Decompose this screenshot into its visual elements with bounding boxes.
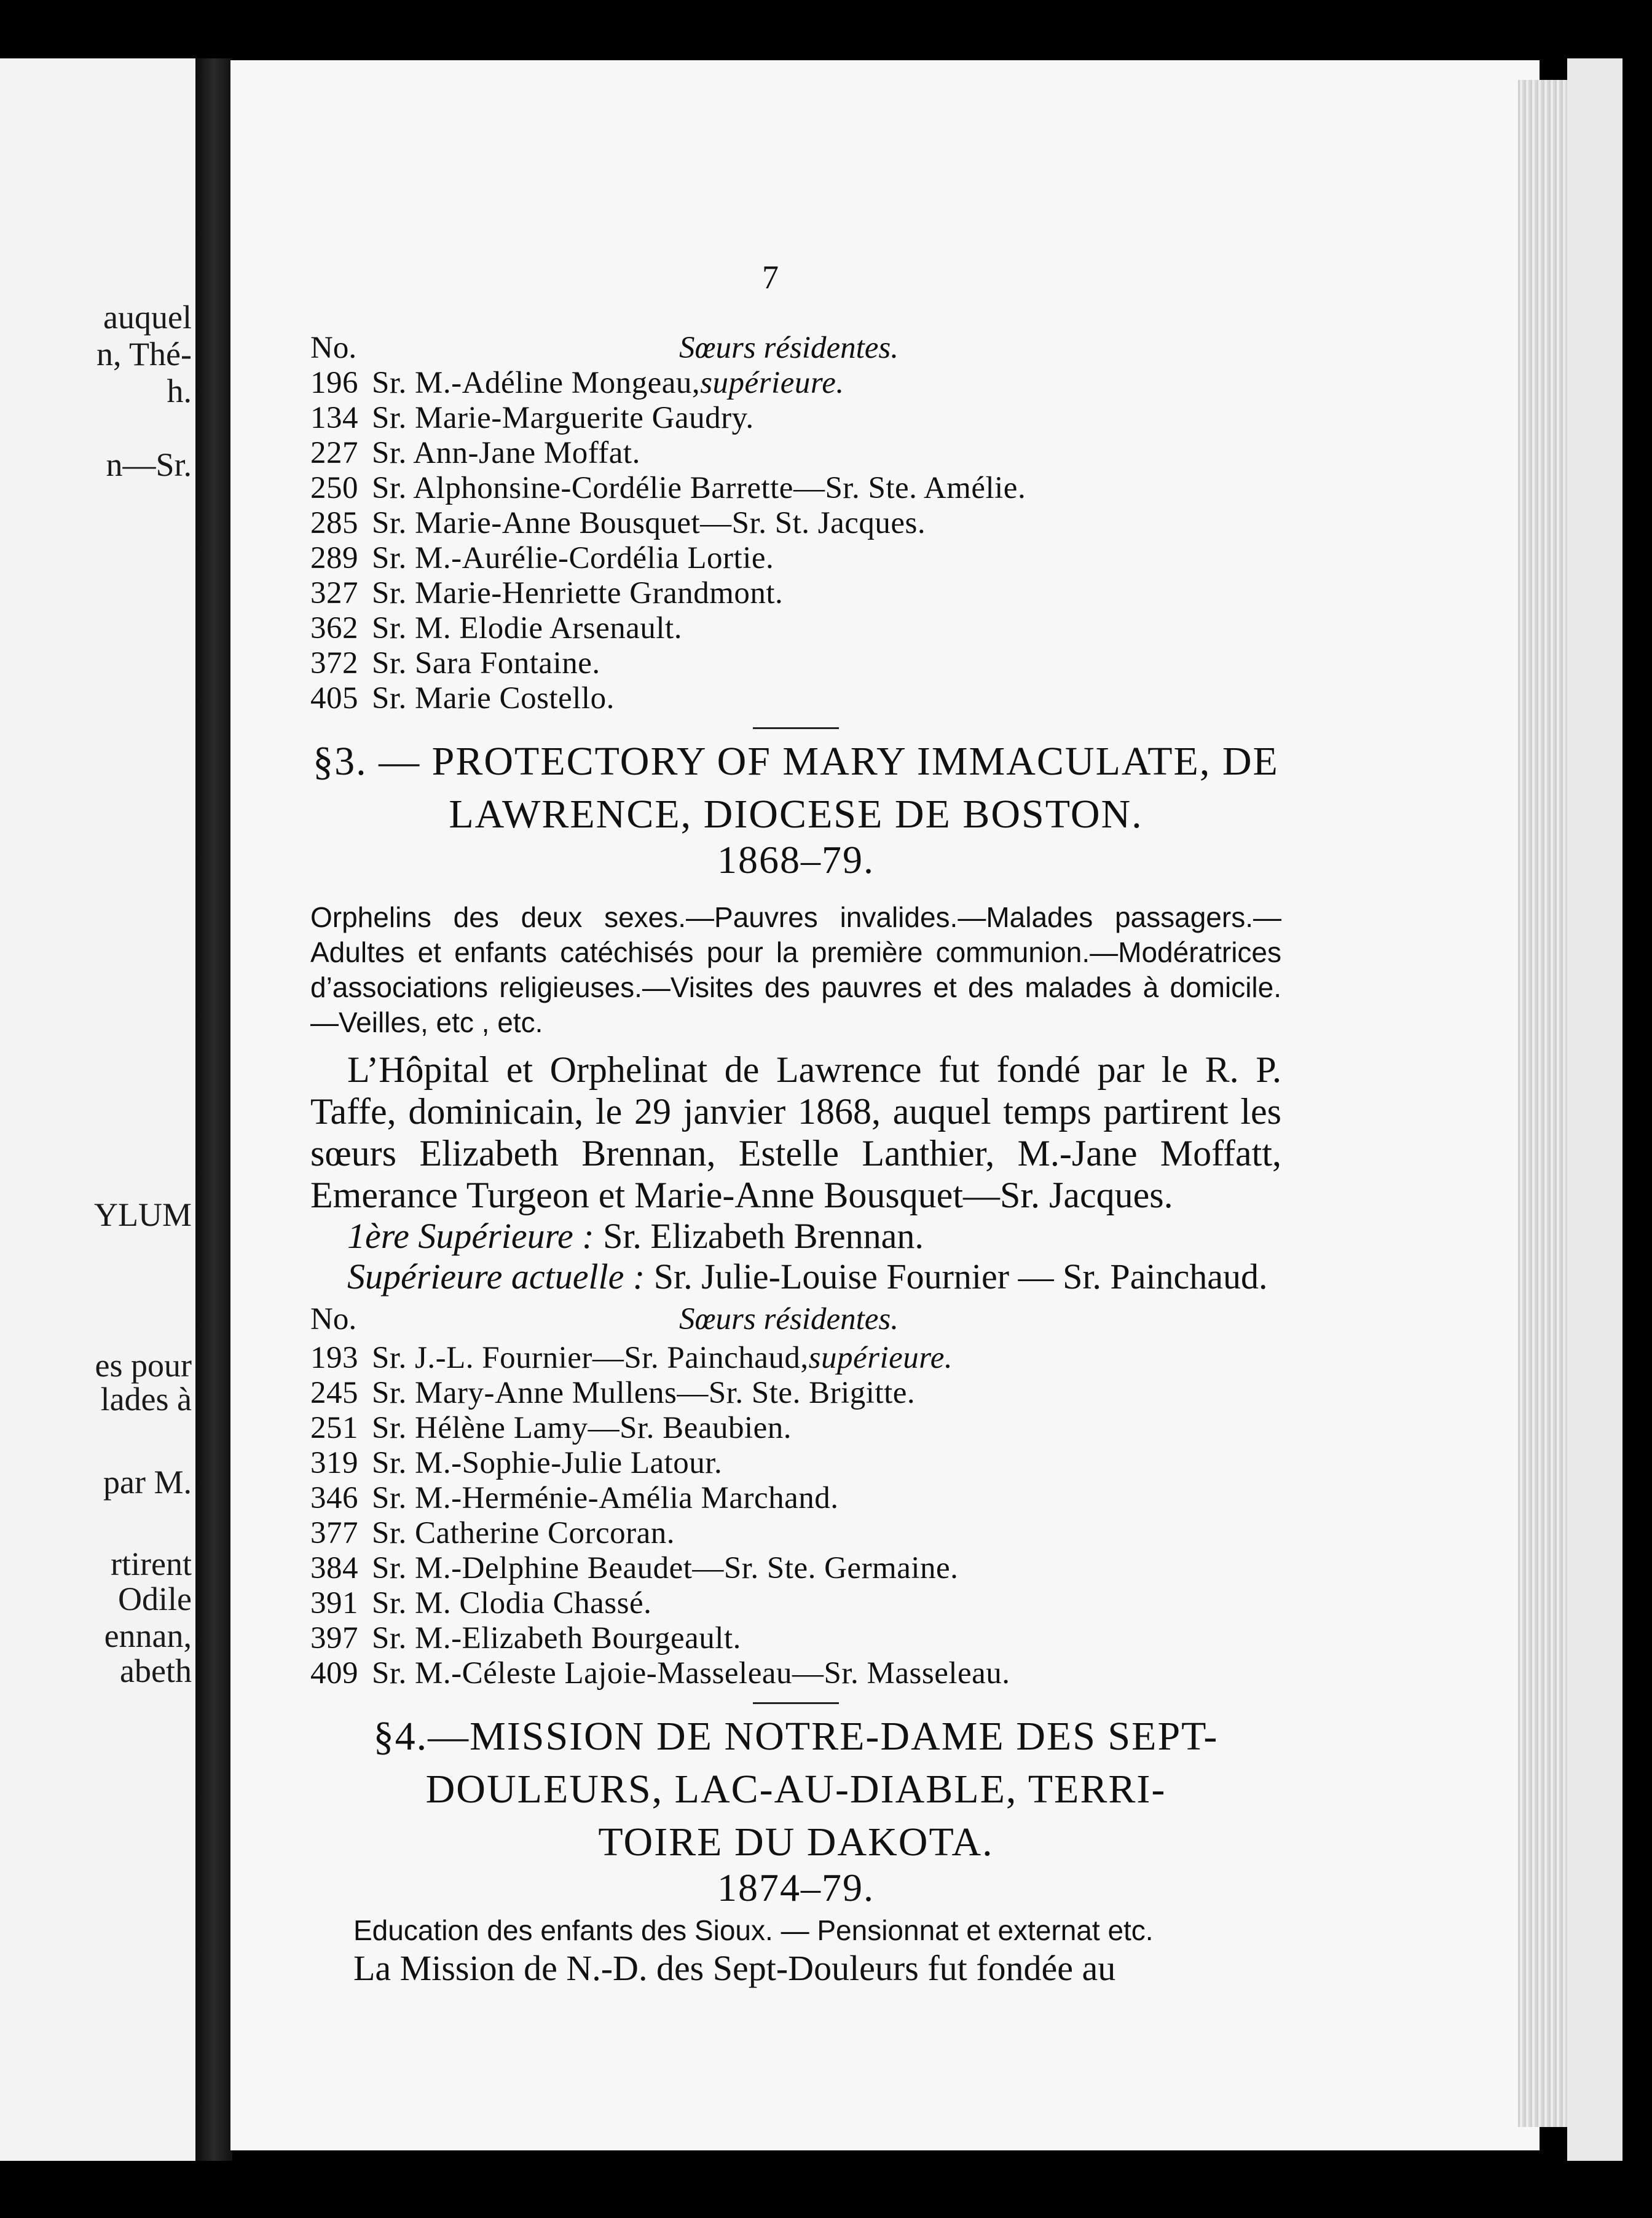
sister-name: Sr. Ann-Jane Moffat. [372,436,640,470]
list-item [310,1586,1281,1621]
list-item [310,611,1281,646]
sister-number: 391 [310,1586,358,1620]
page-text [310,258,1281,1989]
section-works: Orphelins des deux sexes.—Pauvres invalides.—Malades passagers.—Adultes et enfants catéchisés pour la première communion.—Modératrices d’associations religieuses.—Visites des pauvres et des malades à domicile.—Veilles, etc , etc. [310,901,1281,1038]
left-page-line: n, Thé- [96,336,192,373]
first-superior [310,1216,1281,1257]
sister-name: Sr. Marie Costello. [372,681,615,716]
section-heading: §3. — PROTECTORY OF MARY IMMACULATE, DE [313,739,1279,784]
list-item [310,1341,1281,1376]
sister-number: 362 [310,611,358,645]
left-page-line: par M. [103,1464,192,1501]
sister-number: 227 [310,436,358,470]
list-item [310,401,1281,436]
section-years: 1874–79. [717,1866,875,1909]
list-item [310,681,1281,716]
sister-number: 346 [310,1481,358,1515]
sister-name: Sr. Hélène Lamy—Sr. Beaubien. [372,1411,792,1445]
list-item [310,436,1281,471]
page-edges [1518,80,1567,2127]
section-heading: §4.—MISSION DE NOTRE-DAME DES SEPT- [373,1714,1219,1759]
sister-number: 397 [310,1621,358,1656]
left-page-fragment [0,58,203,2161]
list-item [310,506,1281,541]
list-item [310,1446,1281,1481]
current-superior [310,1257,1281,1297]
sister-name: Sr. Marie-Marguerite Gaudry. [372,401,754,435]
column-title: Sœurs résidentes. [679,331,899,365]
sister-number: 196 [310,366,358,400]
left-page-line: Odile [118,1581,192,1617]
column-no: No. [310,1302,357,1336]
list-header [310,1302,1281,1337]
sister-name: Sr. M. Elodie Arsenault. [372,611,682,645]
sister-number: 285 [310,506,358,540]
left-page-line: lades à [100,1381,192,1418]
sister-name: Sr. M.-Delphine Beaudet—Sr. Ste. Germaine. [372,1551,959,1585]
section-heading: LAWRENCE, DIOCESE DE BOSTON. [449,792,1143,837]
right-margin [1567,58,1622,2161]
list-header [310,331,1281,366]
left-page-line: rtirent [111,1545,192,1582]
sister-name: Sr. M.-Adéline Mongeau, [372,366,701,400]
list-item [310,1376,1281,1411]
sister-number: 372 [310,646,358,681]
list-item [310,1621,1281,1656]
current-superior-label: Supérieure actuelle : [347,1257,645,1296]
sister-name: Sr. Catherine Corcoran. [372,1516,675,1550]
sister-number: 377 [310,1516,358,1550]
sister-name: Sr. Marie-Henriette Grandmont. [372,576,784,610]
sister-number: 251 [310,1411,358,1445]
resident-sisters-list [310,366,1281,716]
list-item [310,1411,1281,1446]
sister-number: 384 [310,1551,358,1585]
sister-number: 245 [310,1376,358,1410]
sister-number: 289 [310,541,358,575]
column-title: Sœurs résidentes. [679,1302,899,1336]
section-works: Education des enfants des Sioux. — Pensionnat et externat etc. [353,1914,1154,1946]
left-page-line: h. [167,373,192,409]
sister-name: Sr. M.-Elizabeth Bourgeault. [372,1621,741,1656]
list-item [310,1481,1281,1516]
list-item [310,576,1281,611]
superior-note: supérieure. [808,1341,953,1375]
sister-number: 327 [310,576,358,610]
left-page-line: es pour [95,1347,192,1384]
superior-note: supérieure. [700,366,844,400]
left-page-line: n—Sr. [106,446,192,483]
section-divider [753,727,839,729]
left-page-line: ennan, [104,1617,192,1654]
first-superior-name: Sr. Elizabeth Brennan. [594,1216,924,1256]
sister-name: Sr. Mary-Anne Mullens—Sr. Ste. Brigitte. [372,1376,916,1410]
left-page-line: auquel [103,299,192,336]
list-item [310,541,1281,576]
sister-number: 134 [310,401,358,435]
section-divider [753,1702,839,1704]
list-item [310,471,1281,506]
sister-number: 193 [310,1341,358,1375]
section-heading: TOIRE DU DAKOTA. [598,1820,994,1865]
left-page-line: abeth [120,1652,192,1689]
column-no: No. [310,331,357,365]
book-gutter [195,58,232,2161]
resident-sisters-list [310,1341,1281,1691]
sister-number: 250 [310,471,358,505]
current-superior-name: Sr. Julie-Louise Fournier — Sr. Painchaud. [645,1257,1268,1296]
sister-number: 405 [310,681,358,716]
section-heading: DOULEURS, LAC-AU-DIABLE, TERRI- [425,1767,1166,1812]
list-item [310,366,1281,401]
sister-number: 409 [310,1656,358,1691]
list-item [310,646,1281,681]
page-number: 7 [762,259,779,296]
sister-name: Sr. M.-Aurélie-Cordélia Lortie. [372,541,774,575]
sister-name: Sr. Alphonsine-Cordélie Barrette—Sr. Ste. Amélie. [372,471,1026,505]
list-item [310,1551,1281,1586]
section-years: 1868–79. [717,838,875,882]
list-item [310,1656,1281,1691]
sister-name: Sr. M.-Herménie-Amélia Marchand. [372,1481,839,1515]
sister-number: 319 [310,1446,358,1480]
sister-name: Sr. J.-L. Fournier—Sr. Painchaud, [372,1341,809,1375]
left-page-line: YLUM [94,1196,192,1233]
sister-name: Sr. M.-Céleste Lajoie-Masseleau—Sr. Masseleau. [372,1656,1010,1691]
sister-name: Sr. Marie-Anne Bousquet—Sr. St. Jacques. [372,506,926,540]
section-history: La Mission de N.-D. des Sept-Douleurs fut fondée au [353,1948,1116,1988]
first-superior-label: 1ère Supérieure : [347,1216,594,1256]
sister-name: Sr. M. Clodia Chassé. [372,1586,652,1620]
section-history: L’Hôpital et Orphelinat de Lawrence fut fondé par le R. P. Taffe, dominicain, le 29 janvier 1868, auquel temps partirent les sœurs Elizabeth Brennan, Estelle Lanthier, M.-Jane Moffatt, Emerance Turgeon et Marie-Anne Bousquet—Sr. Jacques. [310,1049,1281,1215]
sister-name: Sr. M.-Sophie-Julie Latour. [372,1446,723,1480]
sister-name: Sr. Sara Fontaine. [372,646,600,681]
list-item [310,1516,1281,1551]
